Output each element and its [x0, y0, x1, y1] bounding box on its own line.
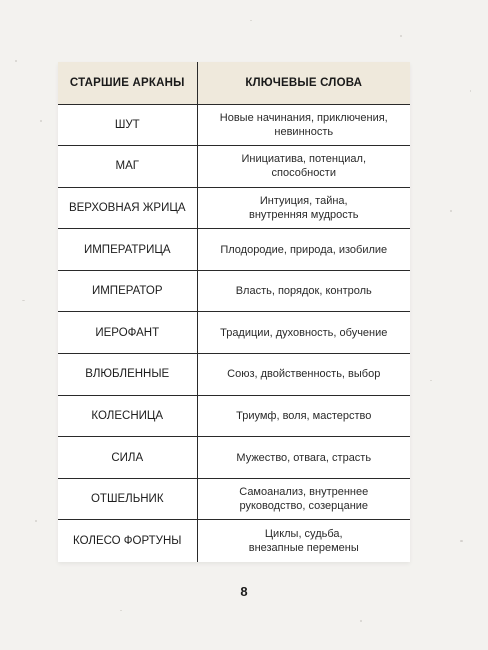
table-row: [58, 478, 410, 520]
keywords-line: Традиции, духовность, обучение: [220, 326, 388, 339]
table-row: [58, 104, 410, 146]
table-row: [58, 395, 410, 437]
table-row: [58, 187, 410, 229]
arcana-table: [58, 62, 410, 562]
table-row: [58, 270, 410, 312]
arcana-name-cell: ИМПЕРАТРИЦА: [58, 229, 197, 271]
page-number: 8: [240, 584, 248, 599]
keywords-line: невинность: [274, 125, 334, 138]
table-row: [58, 312, 410, 354]
keywords-line: Интуиция, тайна,: [259, 194, 348, 207]
header-major-arcana: СТАРШИЕ АРКАНЫ: [58, 62, 197, 104]
keywords-line: Плодородие, природа, изобилие: [220, 243, 388, 256]
keywords-line: Циклы, судьба,: [264, 527, 343, 540]
arcana-name-cell: ИМПЕРАТОР: [58, 270, 197, 312]
keywords-cell: [197, 478, 410, 520]
keywords-cell: [197, 437, 410, 479]
keywords-cell: [197, 187, 410, 229]
keywords-line: Союз, двойственность, выбор: [227, 368, 381, 381]
table-body: [58, 104, 410, 562]
arcana-name-cell: ВЕРХОВНАЯ ЖРИЦА: [58, 187, 197, 229]
arcana-name-cell: ОТШЕЛЬНИК: [58, 478, 197, 520]
keywords-line: Самоанализ, внутреннее: [239, 486, 369, 499]
keywords-line: руководство, созерцание: [239, 500, 369, 513]
keywords-line: Власть, порядок, контроль: [235, 285, 372, 298]
arcana-name-cell: ВЛЮБЛЕННЫЕ: [58, 354, 197, 396]
table-row: [58, 146, 410, 188]
keywords-line: Инициатива, потенциал,: [241, 153, 367, 166]
keywords-cell: [197, 104, 410, 146]
arcana-name-cell: КОЛЕСНИЦА: [58, 395, 197, 437]
keywords-line: Триумф, воля, мастерство: [236, 409, 372, 422]
keywords-line: внезапные перемены: [248, 541, 359, 554]
keywords-cell: [197, 146, 410, 188]
keywords-line: способности: [271, 167, 336, 180]
table-row: [58, 520, 410, 562]
table-row: [58, 354, 410, 396]
header-keywords: КЛЮЧЕВЫЕ СЛОВА: [197, 62, 410, 104]
table-row: [58, 437, 410, 479]
arcana-name-cell: СИЛА: [58, 437, 197, 479]
keywords-cell: [197, 354, 410, 396]
keywords-cell: [197, 312, 410, 354]
keywords-cell: [197, 395, 410, 437]
keywords-line: внутренняя мудрость: [248, 208, 359, 221]
keywords-cell: [197, 229, 410, 271]
arcana-table-container: [58, 62, 410, 562]
keywords-cell: [197, 520, 410, 562]
keywords-line: Новые начинания, приключения,: [219, 111, 388, 124]
keywords-cell: [197, 270, 410, 312]
table-header: [58, 62, 410, 104]
table-row: [58, 229, 410, 271]
arcana-name-cell: МАГ: [58, 146, 197, 188]
keywords-line: Мужество, отвага, страсть: [236, 451, 372, 464]
header-row: [58, 62, 410, 104]
arcana-name-cell: ШУТ: [58, 104, 197, 146]
arcana-name-cell: КОЛЕСО ФОРТУНЫ: [58, 520, 197, 562]
arcana-name-cell: ИЕРОФАНТ: [58, 312, 197, 354]
